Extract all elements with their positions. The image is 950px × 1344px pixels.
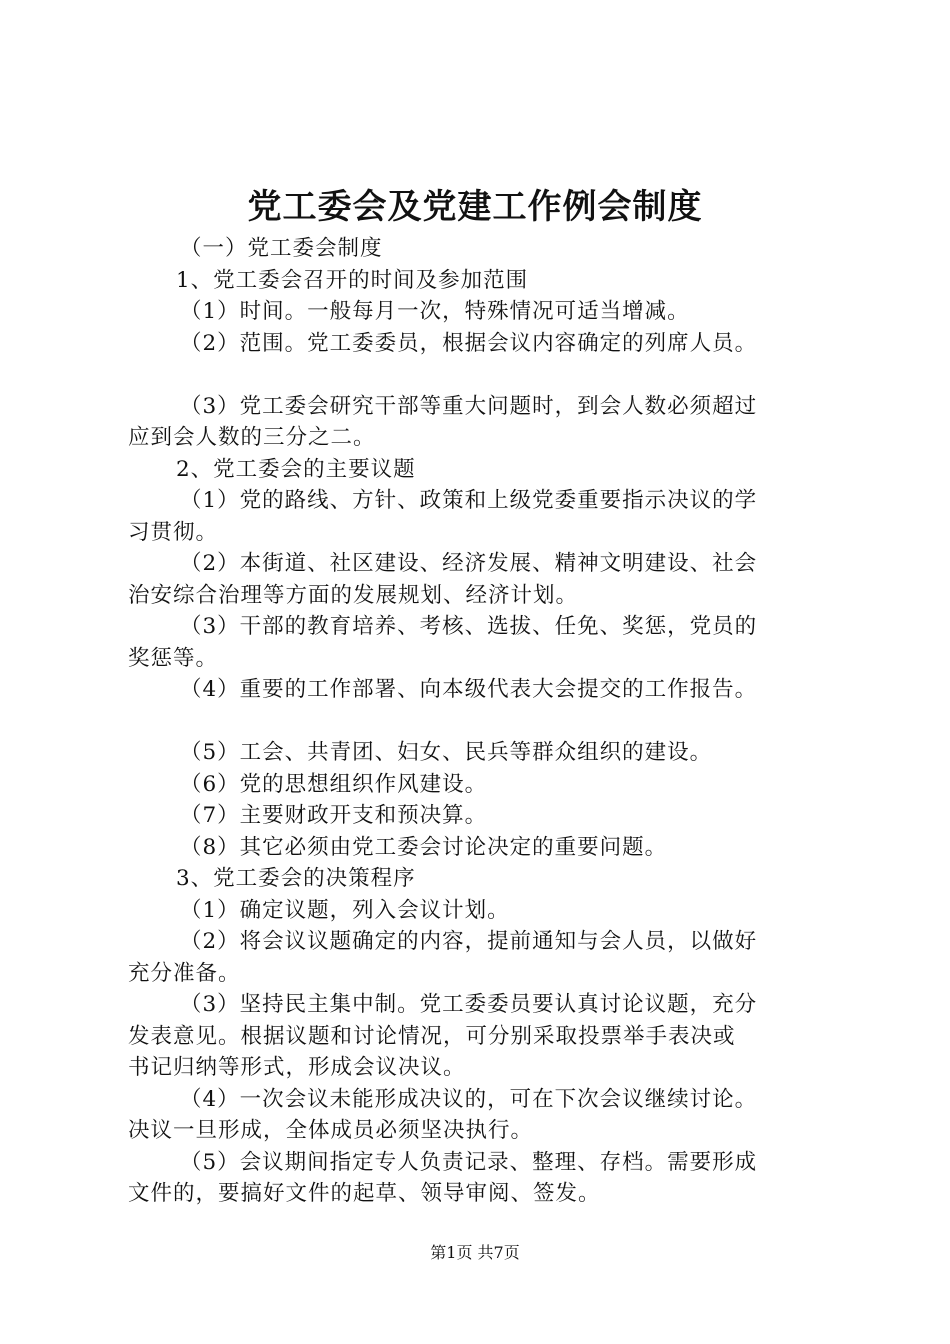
paragraph-line: （7）主要财政开支和预决算。 — [180, 803, 488, 828]
paragraph-line: （1）党的路线、方针、政策和上级党委重要指示决议的学 — [180, 488, 758, 513]
blank-line — [128, 359, 828, 391]
paragraph-line: （5）会议期间指定专人负责记录、整理、存档。需要形成 — [180, 1149, 758, 1175]
page-footer: 第1页 共7页 — [430, 1243, 520, 1262]
paragraph-line: 充分准备。 — [128, 960, 241, 986]
paragraph-line: （4）一次会议未能形成决议的，可在下次会议继续讨论。 — [180, 1086, 758, 1112]
paragraph-line: （2）范围。党工委委员，根据会议内容确定的列席人员。 — [180, 330, 758, 356]
paragraph-line: （4）重要的工作部署、向本级代表大会提交的工作报告。 — [180, 677, 758, 702]
paragraph-line: 文件的，要搞好文件的起草、领导审阅、签发。 — [128, 1181, 601, 1206]
paragraph-line: （3）干部的教育培养、考核、选拔、任免、奖惩，党员的 — [180, 614, 758, 639]
paragraph-line: （3）坚持民主集中制。党工委委员要认真讨论议题，充分 — [180, 992, 758, 1017]
paragraph-line: （8）其它必须由党工委会讨论决定的重要问题。 — [180, 834, 668, 860]
page-title: 党工委会及党建工作例会制度 — [247, 187, 703, 227]
document-body — [128, 233, 828, 1210]
paragraph-line: （1）确定议题，列入会议计划。 — [180, 897, 510, 923]
paragraph-line: 应到会人数的三分之二。 — [128, 425, 376, 450]
paragraph-line: （6）党的思想组织作风建设。 — [180, 771, 488, 797]
blank-line — [128, 706, 828, 738]
paragraph-line: （5）工会、共青团、妇女、民兵等群众组织的建设。 — [180, 740, 713, 765]
section-heading: （一）党工委会制度 — [180, 236, 383, 261]
paragraph-line: （1）时间。一般每月一次，特殊情况可适当增减。 — [180, 299, 690, 324]
paragraph-line: （3）党工委会研究干部等重大问题时，到会人数必须超过 — [180, 393, 758, 419]
paragraph-line: 决议一旦形成，全体成员必须坚决执行。 — [128, 1118, 534, 1143]
paragraph-line: （2）将会议议题确定的内容，提前通知与会人员，以做好 — [180, 929, 758, 954]
paragraph-line: 治安综合治理等方面的发展规划、经济计划。 — [128, 582, 579, 608]
paragraph-line: （2）本街道、社区建设、经济发展、精神文明建设、社会 — [180, 551, 758, 576]
subsection-heading: 2、党工委会的主要议题 — [176, 456, 416, 482]
paragraph-line: 习贯彻。 — [128, 519, 219, 545]
paragraph-line: 书记归纳等形式，形成会议决议。 — [128, 1055, 466, 1080]
subsection-heading: 3、党工委会的决策程序 — [176, 866, 416, 891]
paragraph-line: 奖惩等。 — [128, 645, 219, 671]
subsection-heading: 1、党工委会召开的时间及参加范围 — [176, 267, 529, 293]
paragraph-line: 发表意见。根据议题和讨论情况，可分别采取投票举手表决或 — [128, 1023, 736, 1049]
